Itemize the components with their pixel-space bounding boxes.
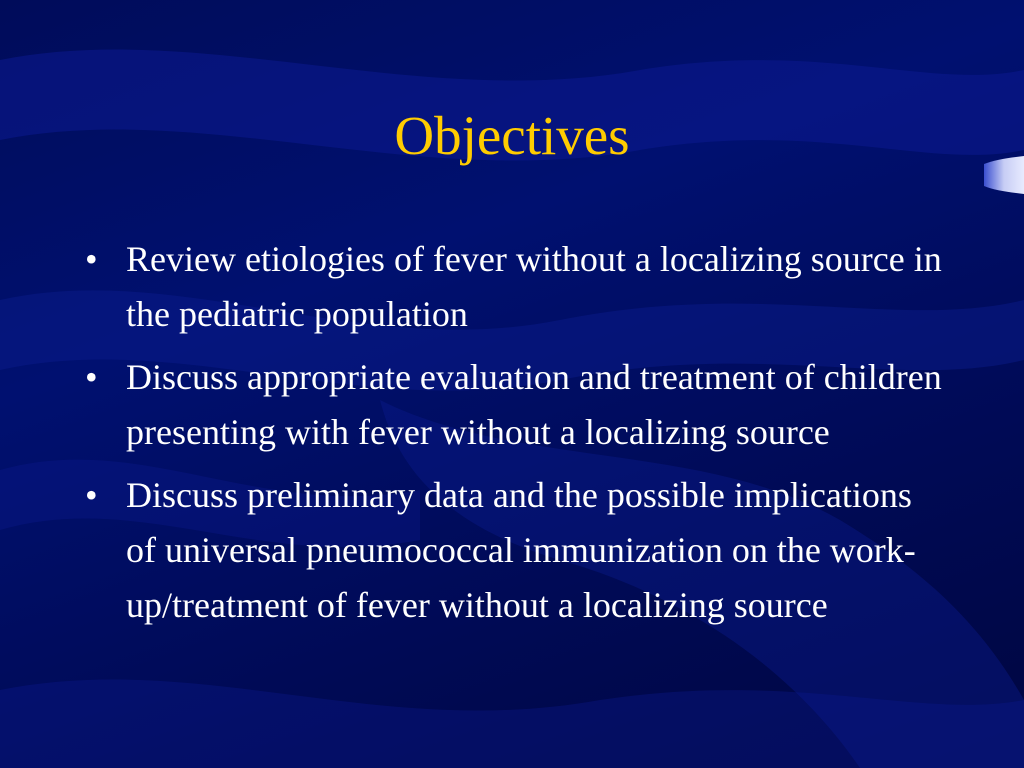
bullet-item <box>85 350 945 460</box>
bullet-marker: • <box>85 475 98 515</box>
bullet-marker: • <box>85 239 98 279</box>
bullet-list <box>85 232 945 641</box>
bullet-text: Discuss appropriate evaluation and treatment of children presenting with fever without a localizing source <box>126 357 942 452</box>
bullet-marker: • <box>85 357 98 397</box>
bullet-text: Discuss preliminary data and the possible implications of universal pneumococcal immunization on the work-up/treatment of fever without a localizing source <box>126 475 916 625</box>
bullet-item <box>85 232 945 342</box>
bullet-text: Review etiologies of fever without a localizing source in the pediatric population <box>126 239 942 334</box>
slide-title: Objectives <box>394 105 630 166</box>
bullet-item <box>85 468 945 633</box>
